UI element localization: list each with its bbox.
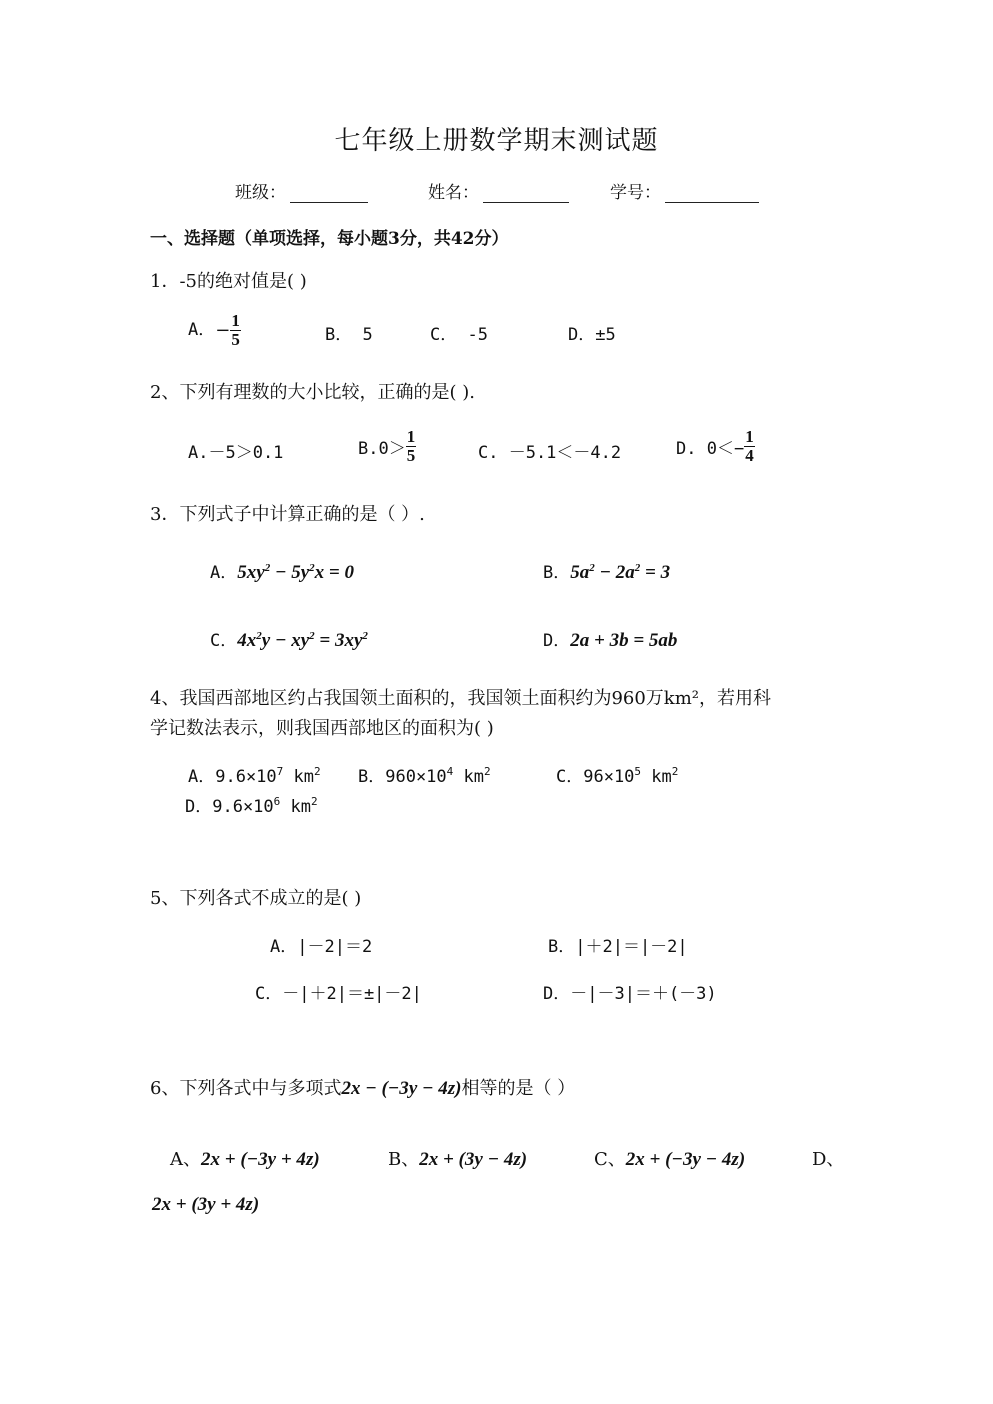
question-6-option-d bbox=[152, 1194, 259, 1216]
denominator: 5 bbox=[231, 330, 240, 349]
fraction bbox=[230, 312, 241, 349]
math-expression: 2x − (−3y − 4z) bbox=[341, 1078, 462, 1099]
class-field bbox=[235, 178, 368, 203]
question-5-option-a: A．|－2|＝2 bbox=[270, 937, 373, 957]
unit: km bbox=[293, 767, 315, 787]
question-2-stem: 2、下列有理数的大小比较，正确的是( ). bbox=[150, 382, 475, 403]
option-label: A． bbox=[188, 320, 216, 340]
question-1-option-a bbox=[188, 312, 241, 349]
question-3-stem: 3．下列式子中计算正确的是（ ）. bbox=[150, 504, 425, 525]
math-expression: 2x + (−3y − 4z) bbox=[625, 1149, 746, 1170]
question-6-option-c bbox=[594, 1145, 745, 1171]
unit-exponent: 2 bbox=[311, 795, 318, 808]
question-6-stem bbox=[150, 1074, 575, 1100]
unit-exponent: 2 bbox=[484, 765, 491, 778]
option-text: C．96×10 bbox=[556, 767, 635, 787]
question-3-option-b bbox=[543, 558, 670, 584]
option-text: D．9.6×10 bbox=[185, 797, 274, 817]
math-expression: $5a^2 - 2a^2 = 3$ bbox=[570, 562, 671, 583]
math-expression: $4x^2y - xy^2 = 3xy^2$ bbox=[237, 630, 368, 651]
option-text: A．9.6×10 bbox=[188, 767, 277, 787]
numerator: 1 bbox=[406, 427, 416, 446]
minus-sign: − bbox=[215, 320, 231, 341]
name-blank[interactable] bbox=[483, 184, 569, 203]
question-1-option-c: C． -5 bbox=[430, 325, 488, 345]
math-expression: 2a + 3b = 5ab bbox=[570, 630, 678, 651]
option-label: B． bbox=[543, 563, 571, 583]
unit: km bbox=[651, 767, 672, 787]
question-3-option-a bbox=[210, 558, 354, 584]
exponent: 7 bbox=[276, 765, 284, 778]
stem-text: 相等的是（ ） bbox=[461, 1078, 576, 1099]
name-field bbox=[428, 178, 569, 203]
math-expression: 2x + (−3y + 4z) bbox=[201, 1149, 320, 1170]
exponent: 6 bbox=[273, 795, 281, 808]
question-5-stem: 5、下列各式不成立的是( ) bbox=[150, 888, 362, 909]
question-1-stem: 1．-5的绝对值是( ) bbox=[150, 271, 307, 292]
question-6-option-a bbox=[170, 1145, 320, 1171]
unit-exponent: 2 bbox=[314, 765, 321, 778]
question-4-stem-line1: 4、我国西部地区约占我国领土面积的，我国领土面积约为960万km²，若用科 bbox=[150, 688, 771, 709]
fraction bbox=[406, 428, 417, 465]
denominator: 4 bbox=[745, 446, 754, 465]
option-label: C． bbox=[210, 631, 238, 651]
name-label: 姓名： bbox=[428, 183, 479, 203]
exponent: 4 bbox=[446, 765, 454, 778]
question-3-option-c bbox=[210, 626, 368, 652]
denominator: 5 bbox=[406, 446, 416, 465]
number-label: 学号： bbox=[610, 183, 661, 203]
question-2-option-a: A.－5＞0.1 bbox=[188, 443, 284, 463]
fraction bbox=[744, 428, 755, 465]
option-text: B．960×10 bbox=[358, 767, 447, 787]
math-expression: $5xy^2 - 5y^2x = 0$ bbox=[237, 562, 354, 583]
question-2-option-b bbox=[358, 428, 416, 465]
question-5-option-c: C．－|＋2|＝±|－2| bbox=[255, 984, 422, 1004]
question-4-stem-line2: 学记数法表示，则我国西部地区的面积为( ) bbox=[150, 718, 494, 739]
question-4-option-c bbox=[556, 762, 678, 787]
question-2-option-d bbox=[676, 428, 755, 465]
unit: km bbox=[290, 797, 312, 817]
number-blank[interactable] bbox=[665, 184, 759, 203]
class-blank[interactable] bbox=[290, 184, 368, 203]
question-1-option-d: D．±5 bbox=[568, 325, 616, 345]
question-5-option-d: D．－|－3|＝＋(－3) bbox=[543, 984, 717, 1004]
question-1-option-b: B． 5 bbox=[325, 325, 373, 345]
option-label: A、 bbox=[170, 1149, 201, 1170]
option-label: D． bbox=[543, 631, 571, 651]
number-field bbox=[610, 178, 759, 203]
option-label: A． bbox=[210, 563, 238, 583]
question-4-option-b bbox=[358, 762, 491, 787]
stem-text: 6、下列各式中与多项式 bbox=[150, 1078, 342, 1099]
exponent: 5 bbox=[634, 765, 642, 778]
unit-exponent: 2 bbox=[671, 765, 679, 778]
class-label: 班级： bbox=[235, 183, 286, 203]
question-6-option-d-label: D、 bbox=[812, 1149, 845, 1170]
page-title: 七年级上册数学期末测试题 bbox=[334, 126, 659, 156]
question-3-option-d bbox=[543, 626, 677, 652]
question-4-option-d bbox=[185, 792, 318, 817]
question-6-option-b bbox=[388, 1145, 527, 1171]
math-expression: 2x + (3y − 4z) bbox=[419, 1149, 528, 1170]
option-text: B.0＞ bbox=[358, 439, 406, 459]
question-4-option-a bbox=[188, 762, 321, 787]
option-label: C、 bbox=[594, 1149, 626, 1170]
section-heading: 一、选择题（单项选择，每小题3分，共42分） bbox=[150, 229, 509, 249]
option-label: B、 bbox=[388, 1149, 420, 1170]
option-text: D. 0＜− bbox=[676, 439, 745, 459]
question-5-option-b: B．|＋2|＝|－2| bbox=[548, 937, 688, 957]
question-2-option-c: C. －5.1＜－4.2 bbox=[478, 443, 622, 463]
numerator: 1 bbox=[231, 311, 240, 330]
math-expression: 2x + (3y + 4z) bbox=[152, 1194, 260, 1215]
numerator: 1 bbox=[745, 427, 754, 446]
unit: km bbox=[463, 767, 485, 787]
